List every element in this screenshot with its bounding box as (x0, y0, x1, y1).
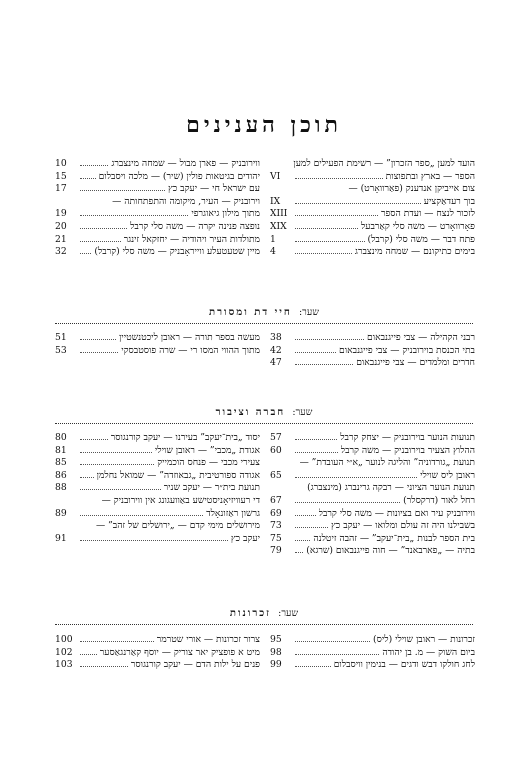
toc-entry-title: בתיה — „פארבאנד” — חוה פייגנבאום (שרגא) (306, 545, 475, 557)
toc-entry-title: לזכור לנצח — ועדת הספר (380, 208, 475, 220)
toc-entry (270, 533, 475, 546)
toc-page-number: VI (270, 170, 281, 182)
toc-entry (55, 647, 260, 660)
section-memories-left-column (55, 634, 260, 672)
toc-page-number: 1 (270, 233, 276, 245)
toc-entry-title: מירושלים מימי קדם — „ירושלים של זהב” — (95, 520, 260, 532)
toc-leader-dots (295, 659, 331, 667)
toc-entry-title: גרשון ראַזונאָלד (206, 507, 260, 519)
toc-page-number: 42 (270, 344, 282, 356)
toc-leader-dots (295, 634, 370, 642)
section-divider (55, 624, 473, 625)
toc-leader-dots (295, 647, 379, 655)
section-prefix: שער: (292, 407, 313, 418)
section-religion-right-column (270, 332, 475, 370)
toc-entry-title: צרור זכרונות — אורי שטרמר (156, 634, 260, 645)
toc-entry (270, 659, 475, 672)
toc-leader-dots (295, 495, 400, 503)
toc-entry-title: בית הספר לבנות „בית־יעקב” — זהבה זיטלנה (313, 532, 475, 544)
toc-entry-title: בימים כתיקונם — שמחה מינצברג (354, 246, 475, 258)
toc-entry-title: הועד למען „ספר הזכרון” — רשימת הפעילים למען (293, 158, 475, 169)
toc-page-number: 86 (55, 469, 67, 481)
toc-leader-dots (80, 659, 128, 667)
intro-left-column (55, 158, 260, 259)
toc-entry-title: לחג חולקו דבש ודגים — בנימין וויסבלום (333, 659, 475, 671)
toc-entry (270, 158, 475, 171)
section-divider (55, 423, 473, 424)
toc-leader-dots (295, 246, 352, 254)
toc-entry-title: ראובן ליס שוילי (420, 469, 475, 481)
toc-page-number: 85 (55, 457, 67, 469)
toc-entry (270, 357, 475, 370)
toc-entry (270, 234, 475, 247)
toc-page-number: 20 (55, 220, 67, 232)
toc-entry (55, 659, 260, 672)
toc-entry (270, 432, 475, 445)
toc-page-number: XIII (270, 208, 288, 220)
toc-page-number: 79 (270, 545, 282, 557)
toc-entry-title: פתח דבר — משה סלי (קרבל) (367, 233, 475, 245)
toc-entry-title: תנועת „גורדוניה” והליגה לנוער „א״י העובדת” — (299, 457, 475, 469)
toc-leader-dots (80, 221, 127, 229)
toc-entry-title: רבני הקהילה — צבי פייגנבאום (366, 332, 475, 343)
toc-leader-dots (295, 508, 316, 516)
toc-leader-dots (295, 221, 358, 229)
toc-entry-title: פאָרוואָרט — משה סלי קאַרבעל (360, 220, 475, 232)
toc-leader-dots (295, 470, 417, 478)
toc-entry-title: מיין שטעטעלע ווייראָבניק — משה סלי (קרבל) (94, 246, 260, 258)
toc-entry-title: מתוך מילון גיאוגרפי (191, 208, 260, 220)
toc-page-number: 75 (270, 532, 282, 544)
toc-leader-dots (80, 457, 154, 465)
toc-entry (55, 171, 260, 184)
toc-entry (270, 482, 475, 495)
toc-entry (55, 221, 260, 234)
toc-entry (270, 246, 475, 259)
toc-leader-dots (295, 357, 353, 365)
toc-entry-title: הספר — בארץ ובתפוצות (385, 170, 475, 182)
toc-entry-title: יהודים בגיטאות פולין (שיר) — מלכה ויסבלום (98, 170, 260, 182)
toc-entry-title: ווירובניק — פארן מבול — שמחה מינצברג (111, 158, 260, 169)
toc-entry (55, 345, 260, 358)
toc-page-number: 88 (55, 482, 67, 494)
toc-leader-dots (80, 482, 161, 490)
toc-page-number: 10 (55, 158, 67, 169)
toc-leader-dots (80, 470, 94, 478)
toc-entry (270, 196, 475, 209)
toc-entry-title: מתולדות העיר ויהודיה — יחזקאל זינגר (123, 233, 260, 245)
toc-entry-title: בשבילנו היה זה עולם ומלואו — יעקב כץ (331, 520, 475, 532)
toc-leader-dots (295, 332, 364, 340)
toc-entry-title: רחל לאור (דרקסלר) (403, 494, 475, 506)
toc-page-number: 60 (270, 444, 282, 456)
toc-entry (55, 234, 260, 247)
toc-entry-title: בתי הכנסת בוירובניק — צבי פייגנבאום (339, 344, 475, 356)
toc-entry-title: די רעוויזיאָניסטישע באַוועגונג אין ווירובניק — (101, 494, 260, 506)
toc-page-number: 17 (55, 183, 67, 195)
toc-page-number: 98 (270, 646, 282, 658)
toc-entry-title: ביום השוק — מ. בן יהודה (382, 646, 475, 658)
toc-leader-dots (80, 345, 118, 353)
toc-entry (55, 457, 260, 470)
toc-entry-title: פנים על ילות הדם — יעקב קורנגוסר (130, 659, 260, 671)
toc-entry (270, 520, 475, 533)
toc-leader-dots (80, 208, 188, 216)
toc-page-number: 102 (55, 646, 73, 658)
toc-entry-title: תנועת הנוער הציוני — רבקה גרינברג (מינצברג) (307, 482, 475, 494)
toc-entry (270, 208, 475, 221)
toc-page-number: 57 (270, 432, 282, 443)
toc-entry (270, 545, 475, 558)
toc-page-number: 81 (55, 444, 67, 456)
section-title: חיי דת ומסורת (209, 307, 292, 318)
toc-page-number: 89 (55, 507, 67, 519)
toc-entry-title: אגודת „מכבי” — ראובן שוילי (154, 444, 260, 456)
toc-entry (55, 482, 260, 495)
toc-entry (55, 158, 260, 171)
toc-entry-title: אגודה ספורטיבית „גבאוזדה” — שמואל נחלמן (96, 469, 260, 481)
toc-entry (270, 457, 475, 470)
toc-entry-title: וירובניק — העיר, מיקומה והתפתחותה — (112, 195, 260, 207)
section-heading-memories (0, 608, 528, 619)
toc-page-number: 51 (55, 332, 67, 343)
toc-entry (55, 508, 260, 521)
toc-page-number: 15 (55, 170, 67, 182)
toc-entry (55, 432, 260, 445)
toc-entry (270, 221, 475, 234)
toc-entry (55, 246, 260, 259)
toc-leader-dots (80, 508, 203, 516)
section-title: זכרונות (229, 608, 271, 619)
toc-page-number: 47 (270, 357, 282, 369)
toc-page-number: 38 (270, 332, 282, 343)
toc-leader-dots (295, 171, 383, 179)
toc-leader-dots (80, 445, 152, 453)
toc-entry (270, 647, 475, 660)
toc-leader-dots (295, 545, 303, 553)
toc-page-number: IX (270, 195, 281, 207)
toc-entry-title: צום אייביקן אנדענק (פאַרוואָרט) — (348, 183, 475, 195)
toc-leader-dots (80, 533, 228, 541)
toc-page-number: 65 (270, 469, 282, 481)
toc-leader-dots (80, 634, 154, 642)
toc-entry-title: צעירי מכבי — פנחס הוכמייק (157, 457, 260, 469)
toc-entry-title: זכרונות — ראובן שוילי (ליס) (373, 634, 475, 645)
toc-page-number: 91 (55, 532, 67, 544)
toc-entry-title: חדרים ומלמדים — צבי פייגנבאום (356, 357, 475, 369)
toc-leader-dots (295, 432, 337, 440)
toc-entry-title: מתוך ההווי המסו רי — שרה פוסטבסקי (121, 344, 260, 356)
toc-entry (270, 508, 475, 521)
toc-page-number: 4 (270, 246, 276, 258)
toc-page-number: 21 (55, 233, 67, 245)
toc-entry (270, 634, 475, 647)
toc-entry (55, 196, 260, 209)
toc-entry-title: עם ישראל חי — יעקב כץ (167, 183, 260, 195)
toc-entry (270, 445, 475, 458)
toc-leader-dots (295, 208, 378, 216)
toc-page-number: 80 (55, 432, 67, 443)
toc-entry-title: תנועות הנוער בוירובניק — יצחק קרבל (340, 432, 475, 443)
toc-entry (55, 183, 260, 196)
toc-entry (270, 171, 475, 184)
toc-entry (55, 495, 260, 508)
section-society-left-column (55, 432, 260, 545)
toc-leader-dots (80, 332, 116, 340)
page-title: תוכן הענינים (186, 112, 342, 138)
toc-leader-dots (295, 234, 365, 242)
toc-leader-dots (295, 345, 336, 353)
section-heading-religion (0, 307, 528, 318)
toc-leader-dots (80, 158, 108, 166)
toc-entry-title: תנועת בית״ר — יעקב שניר (163, 482, 260, 494)
section-heading-society (0, 407, 528, 418)
section-divider (55, 323, 473, 324)
toc-leader-dots (295, 520, 328, 528)
toc-entry-title: ההלוץ הצעיר בוירובניק — משה קרבל (340, 444, 475, 456)
toc-page-number: 67 (270, 494, 282, 506)
toc-leader-dots (80, 171, 96, 179)
toc-page-number: 19 (55, 208, 67, 220)
toc-entry (270, 470, 475, 483)
toc-entry (270, 183, 475, 196)
toc-entry (55, 332, 260, 345)
section-memories-right-column (270, 634, 475, 672)
toc-page-number: 100 (55, 634, 73, 645)
toc-entry (55, 445, 260, 458)
toc-page-number: 69 (270, 507, 282, 519)
toc-leader-dots (295, 445, 338, 453)
toc-entry-title: נופצה פנינה יקרה — משה סלי קרבל (130, 220, 260, 232)
toc-entry-title: יסוד „בית־יעקב” בעירנו — יעקב קורנגוסר (110, 432, 260, 443)
toc-entry (55, 208, 260, 221)
toc-entry (55, 533, 260, 546)
toc-entry (270, 495, 475, 508)
toc-entry (55, 634, 260, 647)
toc-entry (270, 332, 475, 345)
intro-right-column (270, 158, 475, 259)
toc-leader-dots (80, 432, 108, 440)
toc-entry-title: יעקב כץ (230, 532, 260, 544)
toc-leader-dots (295, 196, 421, 204)
toc-page-number: 99 (270, 659, 282, 671)
section-religion-left-column (55, 332, 260, 357)
toc-page-number: 73 (270, 520, 282, 532)
toc-entry (270, 345, 475, 358)
toc-leader-dots (295, 533, 310, 541)
toc-entry-title: בוך רעדאַקציע (423, 195, 475, 207)
toc-leader-dots (80, 234, 121, 242)
toc-page-number: 103 (55, 659, 73, 671)
toc-entry-title: מעשה בספר תורה — ראובן ליכטנשטיין (118, 332, 260, 343)
toc-entry (55, 470, 260, 483)
section-society-right-column (270, 432, 475, 558)
toc-entry-title: ווירובניק עיר ואם בציונות — משה סלי קרבל (318, 507, 475, 519)
toc-leader-dots (80, 647, 97, 655)
toc-page-number: XIX (270, 220, 287, 232)
section-prefix: שער: (278, 608, 299, 619)
toc-leader-dots (80, 246, 91, 254)
section-title: חברה וציבור (215, 407, 286, 418)
toc-entry-title: מיט א פופציק יאר צוריק — יוסף קאַרנגאַסער (99, 646, 260, 658)
toc-page-number: 32 (55, 246, 67, 258)
toc-page-number: 53 (55, 344, 67, 356)
toc-entry (55, 520, 260, 533)
section-prefix: שער: (298, 307, 319, 318)
toc-leader-dots (80, 183, 165, 191)
toc-page-number: 95 (270, 634, 282, 645)
